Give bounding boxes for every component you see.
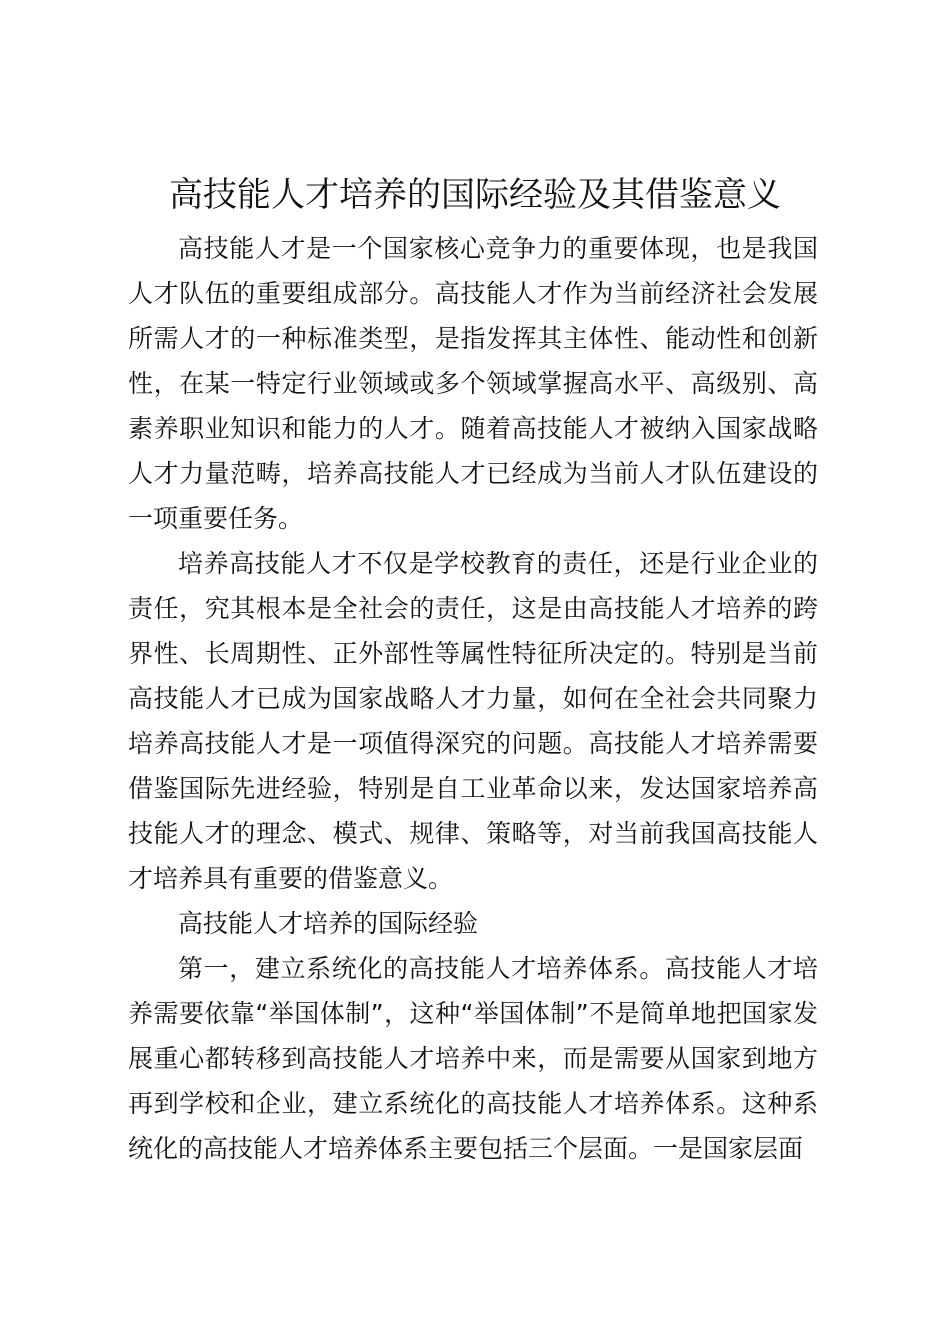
paragraph-1: 高技能人才是一个国家核心竞争力的重要体现，也是我国人才队伍的重要组成部分。高技能人才作为当前经济社会发展所需人才的一种标准类型，是指发挥其主体性、能动性和创新性，在某一特定行业领域或多个领域掌握高水平、高级别、高素养职业知识和能力的人才。随着高技能人才被纳入国家战略人才力量范畴，培养高技能人才已经成为当前人才队伍建设的一项重要任务。 <box>128 234 818 533</box>
document-title: 高技能人才培养的国际经验及其借鉴意义 <box>169 175 781 215</box>
document-body <box>128 226 818 1171</box>
section-heading: 高技能人才培养的国际经验 <box>178 909 479 938</box>
paragraph-3: 第一，建立系统化的高技能人才培养体系。高技能人才培养需要依靠“举国体制”，这种“举国体制”不是简单地把国家发展重心都转移到高技能人才培养中来，而是需要从国家到地方再到学校和企业，建立系统化的高技能人才培养体系。这种系统化的高技能人才培养体系主要包括三个层面。一是国家层面 <box>128 954 818 1163</box>
paragraph-2: 培养高技能人才不仅是学校教育的责任，还是行业企业的责任，究其根本是全社会的责任，这是由高技能人才培养的跨界性、长周期性、正外部性等属性特征所决定的。特别是当前高技能人才已成为国家战略人才力量，如何在全社会共同聚力培养高技能人才是一项值得深究的问题。高技能人才培养需要借鉴国际先进经验，特别是自工业革命以来，发达国家培养高技能人才的理念、模式、规律、策略等，对当前我国高技能人才培养具有重要的借鉴意义。 <box>128 549 818 893</box>
